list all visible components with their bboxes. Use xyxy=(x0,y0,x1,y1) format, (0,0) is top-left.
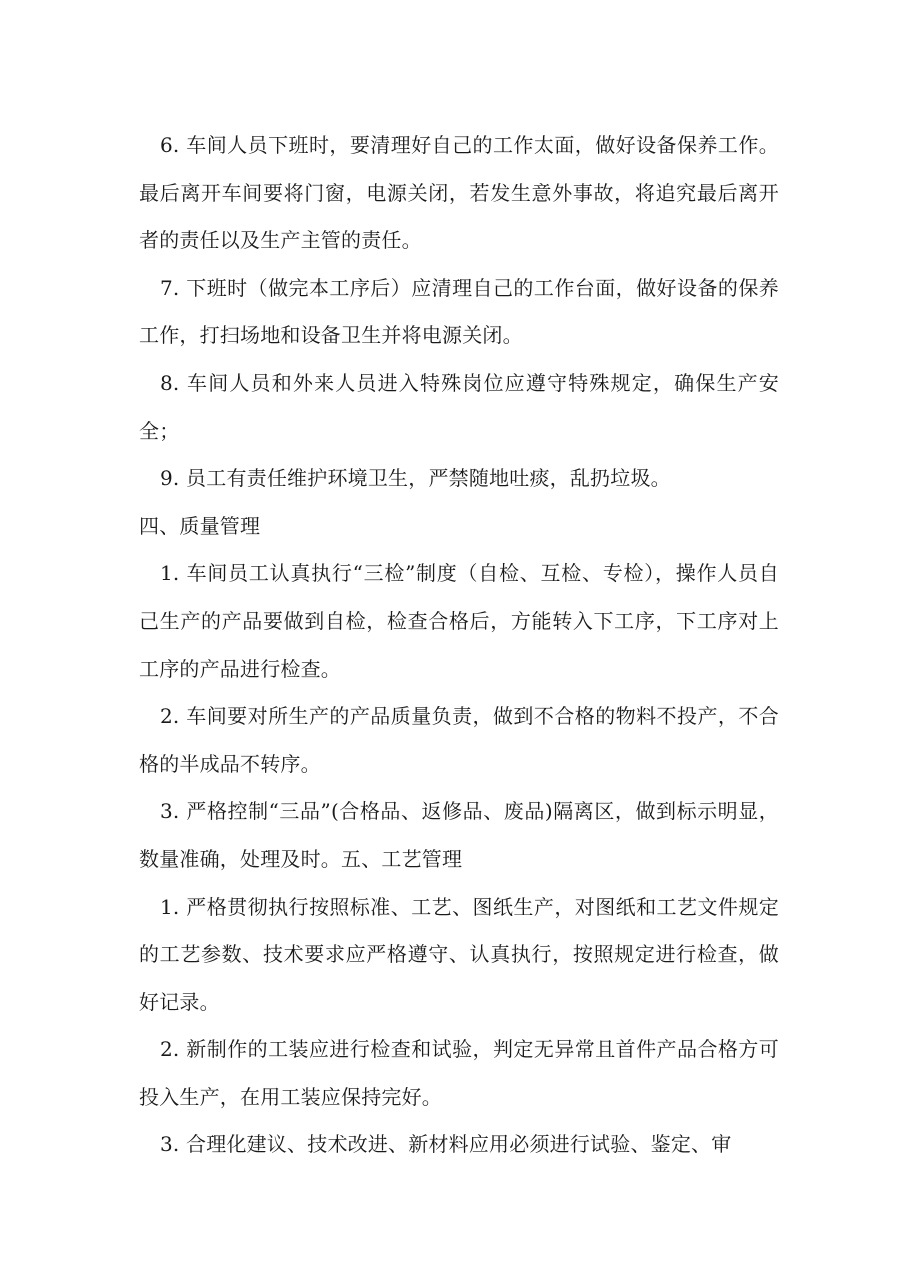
paragraph-item-9: 9. 员工有责任维护环境卫生，严禁随地吐痰，乱扔垃圾。 xyxy=(160,466,671,491)
paragraph-quality-3: 3. 严格控制“三品”(合格品、返修品、废品)隔离区，做到标示明显，数量准确，处理及时。五、工艺管理 xyxy=(139,799,779,871)
paragraph-process-3: 3. 合理化建议、技术改进、新材料应用必须进行试验、鉴定、审 xyxy=(160,1132,732,1157)
section-heading-quality: 四、质量管理 xyxy=(139,513,261,538)
paragraph-quality-2: 2. 车间要对所生产的产品质量负责，做到不合格的物料不投产，不合格的半成品不转序。 xyxy=(139,704,779,776)
paragraph-item-6: 6. 车间人员下班时，要清理好自己的工作太面，做好设备保养工作。最后离开车间要将门窗，电源关闭，若发生意外事故，将追究最后离开者的责任以及生产主管的责任。 xyxy=(139,133,779,253)
paragraph-process-1: 1. 严格贯彻执行按照标准、工艺、图纸生产，对图纸和工艺文件规定的工艺参数、技术要求应严格遵守、认真执行，按照规定进行检查，做好记录。 xyxy=(139,894,779,1014)
paragraph-item-8: 8. 车间人员和外来人员进入特殊岗位应遵守特殊规定，确保生产安全； xyxy=(139,370,779,443)
document-body xyxy=(139,122,779,1169)
paragraph-item-7: 7. 下班时（做完本工序后）应清理自己的工作台面，做好设备的保养工作，打扫场地和设备卫生并将电源关闭。 xyxy=(139,275,779,348)
paragraph-quality-1: 1. 车间员工认真执行“三检”制度（自检、互检、专检），操作人员自己生产的产品要做到自检，检查合格后，方能转入下工序，下工序对上工序的产品进行检查。 xyxy=(139,561,779,681)
paragraph-process-2: 2. 新制作的工装应进行检查和试验，判定无异常且首件产品合格方可投入生产，在用工装应保持完好。 xyxy=(139,1037,779,1109)
